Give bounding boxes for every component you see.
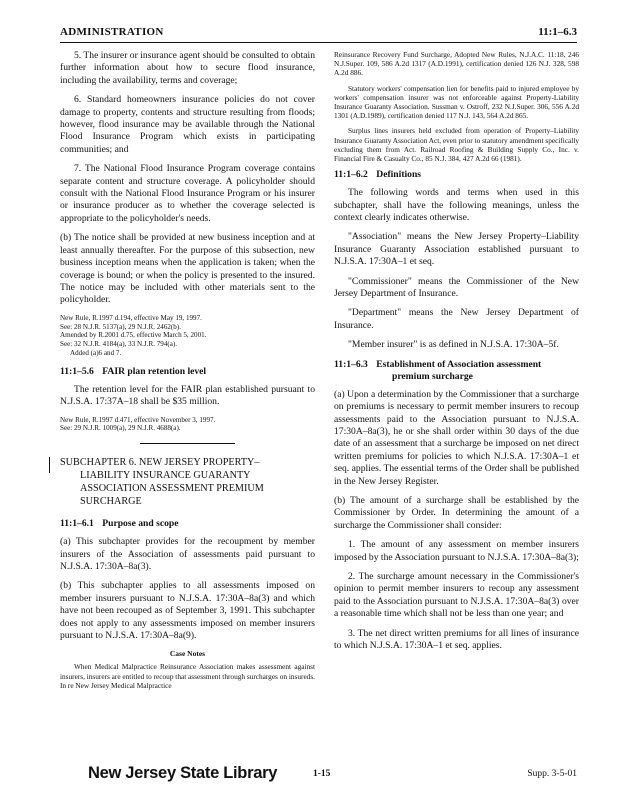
section-heading-6-3	[334, 359, 579, 383]
section-number: 11:1–6.2	[334, 169, 368, 181]
section-number: 11:1–5.6	[60, 365, 94, 377]
section-heading-6-1	[60, 518, 315, 530]
subchapter-heading	[60, 456, 315, 508]
list-item-6: 6. Standard homeowners insurance policies do not cover damage to property, contents and structure resulting from floods; however, flood insurance may be available through the National Flood Insurance Program which exists in participating communities; and	[60, 94, 315, 155]
section-number: 11:1–6.3	[334, 358, 368, 370]
case-note-1-continued: Reinsurance Recovery Fund Surcharge, Adopted New Rules, N.J.A.C. 11:18, 246 N.J.Super. 109, 586 A.2d 1317 (A.D.1991), certification denied 126 N.J. 328, 598 A.2d 886.	[334, 50, 579, 78]
history-line: New Rule, R.1997 d.194, effective May 19, 1997.	[60, 313, 202, 322]
definition-commissioner: "Commissioner" means the Commissioner of the New Jersey Department of Insurance.	[334, 275, 579, 300]
section-6-1-a: (a) This subchapter provides for the recoupment by member insurers of the Association of assessments paid pursuant to N.J.S.A. 17:30A–8a(3).	[60, 536, 315, 572]
history-note-2	[60, 416, 315, 434]
subchapter-line: ASSOCIATION ASSESSMENT PREMIUM	[80, 483, 264, 495]
list-item-5: 5. The insurer or insurance agent should be consulted to obtain further information about how to secure flood insurance, including the availability, terms and coverage;	[60, 50, 315, 86]
section-6-3-b2: 2. The surcharge amount necessary in the Commissioner's opinion to permit member insurers to recoup any assessment paid to the Association pursuant to N.J.S.A. 17:30A–8a(3) over a reasonable time which shall not be less than one year; and	[334, 570, 579, 620]
section-number: 11:1–6.1	[60, 518, 94, 530]
library-stamp: New Jersey State Library	[88, 764, 278, 782]
history-line: Added (a)6 and 7.	[70, 348, 122, 357]
section-6-1-b: (b) This subchapter applies to all assessments imposed on member insurers pursuant to N.J.S.A. 17:30A–8a(3) and which have not been recouped as of September 3, 1991. This subchapter does not apply to any assessments imposed on member insurers pursuant to N.J.S.A. 17:30A–8a(9).	[60, 580, 315, 641]
definitions-intro: The following words and terms when used in this subchapter, shall have the following meanings, unless the context clearly indicates otherwise.	[334, 187, 579, 224]
case-note-1: When Medical Malpractice Reinsurance Association makes assessment against insurers, insurers are entitled to recoup that assessment through surcharges on insureds. In re New Jersey Medical Malpractice	[60, 662, 315, 690]
divider-rule	[140, 443, 235, 444]
history-note-1	[60, 314, 315, 358]
subchapter-line: LIABILITY INSURANCE GUARANTY	[80, 470, 251, 482]
case-note-2: Statutory workers' compensation lien for benefits paid to injured employee by workers' compensation insurer was not enforceable against Property-Liability Insurance Guaranty Association. Sussman v. Ostroff, 232 N.J.Super. 306, 556 A.2d 1301 (A.D.1989), certification denied 117 N.J. 143, 564 A.2d 865.	[334, 83, 579, 121]
history-line: New Rule, R.1997 d.471, effective November 3, 1997.	[60, 415, 216, 424]
definition-member-insurer: "Member insurer" is as defined in N.J.S.A. 17:30A–5f.	[348, 339, 559, 351]
section-title: Definitions	[376, 169, 422, 181]
right-column	[334, 50, 579, 659]
left-column	[60, 50, 315, 696]
section-5-6-text: The retention level for the FAIR plan established pursuant to N.J.S.A. 17:37A–18 shall be $35 million.	[60, 383, 315, 408]
header-section-number: 11:1–6.3	[538, 26, 577, 38]
case-notes-heading: Case Notes	[169, 649, 206, 659]
subchapter-line: SURCHARGE	[80, 496, 142, 508]
history-line: See: 28 N.J.R. 5137(a), 29 N.J.R. 2462(b).	[60, 322, 181, 331]
list-item-7: 7. The National Flood Insurance Program coverage contains separate content and structure coverage. A policyholder should consult with the National Flood Insurance Program or his insurer or insurance producer as to whether the coverage selected is appropriate to the policyholder's needs.	[60, 163, 315, 224]
definition-department: "Department" means the New Jersey Department of Insurance.	[334, 307, 579, 331]
section-6-3-b: (b) The amount of a surcharge shall be established by the Commissioner by Order. In determining the amount of a surcharge the Commissioner shall consider:	[334, 494, 579, 531]
history-line: Amended by R.2001 d.75, effective March 5, 2001.	[60, 331, 207, 340]
supplement-date: Supp. 3-5-01	[527, 769, 577, 779]
section-6-3-b3: 3. The net direct written premiums for all lines of insurance to which N.J.S.A. 17:30A–1 et seq. applies.	[334, 627, 579, 652]
section-heading-5-6	[60, 366, 315, 378]
subchapter-line: SUBCHAPTER 6. NEW JERSEY PROPERTY–	[60, 457, 260, 469]
section-heading-6-2	[334, 169, 579, 181]
section-title: Purpose and scope	[102, 518, 179, 530]
section-6-3-b1: 1. The amount of any assessment on member insurers imposed by the Association pursuant to N.J.S.A. 17:30A–8a(3);	[334, 539, 579, 563]
paragraph-b: (b) The notice shall be provided at new business inception and at least annually thereafter. For the purpose of this subsection, new business inception means when the application is taken; when the coverage is bound; or when the policy is presented to the insured. The notice may be included with other materials sent to the policyholder.	[60, 232, 315, 306]
history-line: See: 29 N.J.R. 1009(a), 29 N.J.R. 4688(a).	[60, 424, 181, 433]
section-6-3-a: (a) Upon a determination by the Commissioner that a surcharge on premiums is necessary to permit member insurers to recoup assessments paid to the Association pursuant to N.J.S.A. 17:30A–8a(3), he or she shall order within 30 days of the due date of an assessment that a surcharge be imposed on net direct written premiums for policies to which N.J.S.A. 17:30A–1 et seq. applies. The essential terms of the Order shall be published in the New Jersey Register.	[334, 388, 579, 487]
definition-association: "Association" means the New Jersey Property–Liability Insurance Guaranty Association established pursuant to N.J.S.A. 17:30A–1 et seq.	[334, 231, 579, 268]
revision-margin-bar	[49, 457, 50, 473]
section-title-continued: premium surcharge	[392, 370, 473, 382]
page-number: 1-15	[313, 769, 331, 779]
header-title: ADMINISTRATION	[60, 26, 164, 38]
history-line: See: 32 N.J.R. 4184(a), 33 N.J.R. 794(a).	[60, 340, 178, 349]
case-note-3: Surplus lines insurers held excluded from operation of Property–Liability Insurance Guaranty Association Act, even prior to statutory amendment specifically excluding them from Act. Railroad Roofing & Building Supply Co., Inc. v. Financial Fire & Casualty Co., 85 N.J. 384, 427 A.2d 66 (1981).	[334, 126, 579, 164]
section-title: FAIR plan retention level	[102, 365, 207, 377]
section-title: Establishment of Association assessment	[376, 358, 542, 370]
running-header	[60, 26, 577, 43]
